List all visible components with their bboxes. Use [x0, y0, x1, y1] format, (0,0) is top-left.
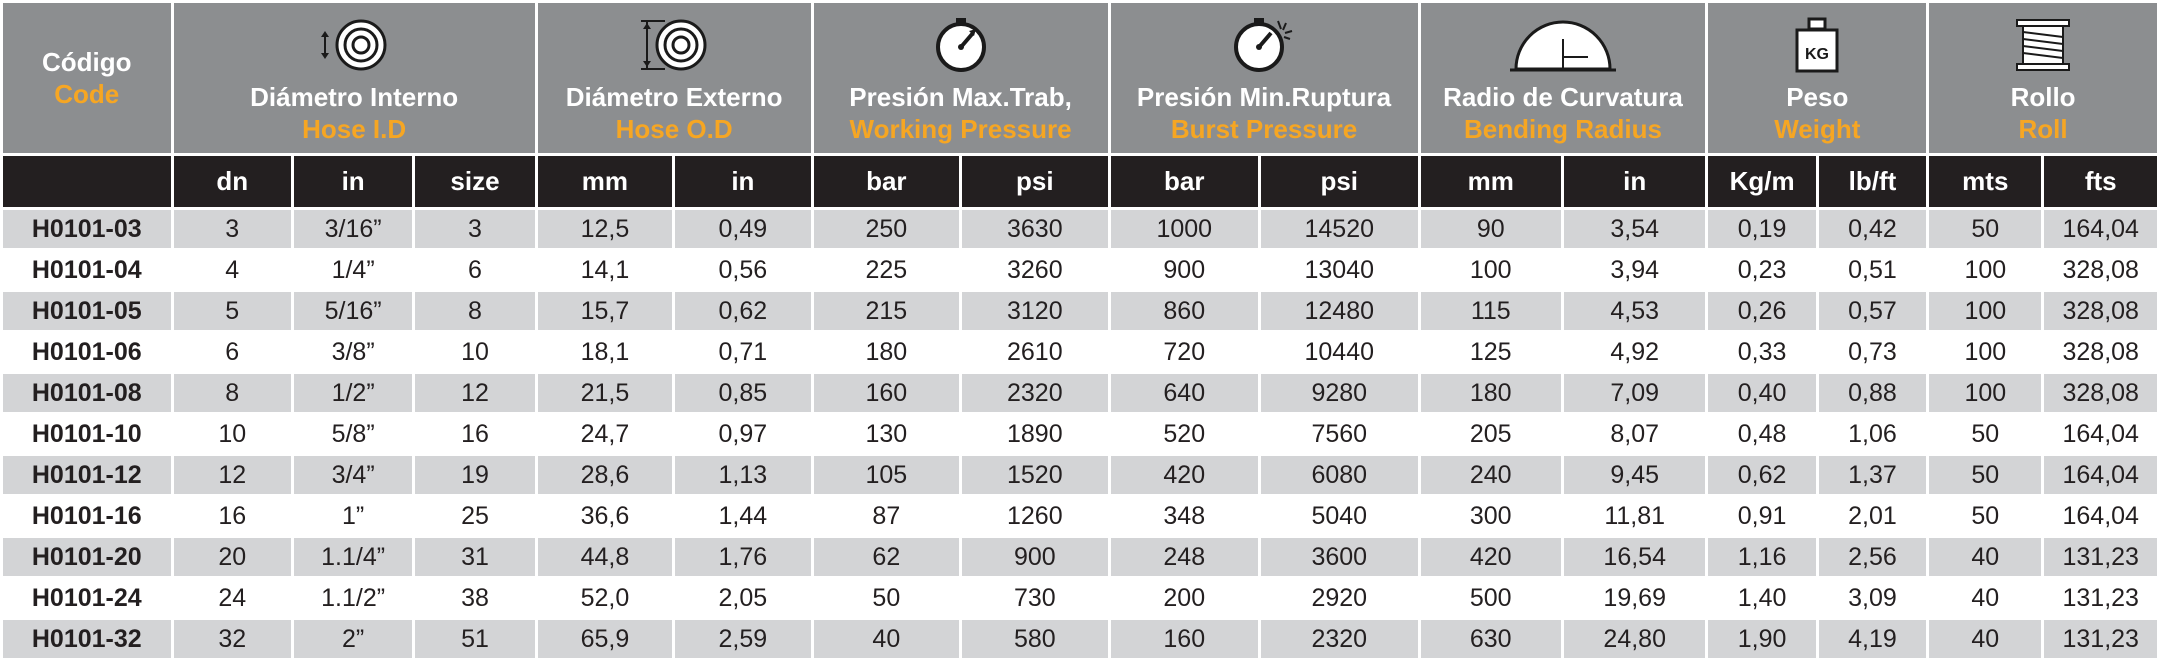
- table-cell: 3,54: [1562, 209, 1706, 250]
- roll-header-en: Roll: [2018, 114, 2068, 144]
- table-row: [2, 455, 2159, 496]
- table-cell: 19,69: [1562, 578, 1706, 619]
- table-cell: 164,04: [2043, 414, 2159, 455]
- table-cell: 52,0: [536, 578, 673, 619]
- weight-header-es: Peso: [1786, 82, 1849, 112]
- product-code-cell: H0101-16: [2, 496, 173, 537]
- table-cell: 16: [172, 496, 292, 537]
- table-row: [2, 496, 2159, 537]
- pressure-gauge-icon: [931, 17, 991, 73]
- table-cell: 5040: [1260, 496, 1420, 537]
- table-cell: 248: [1109, 537, 1259, 578]
- table-cell: 300: [1419, 496, 1562, 537]
- table-cell: 5/16”: [292, 291, 413, 332]
- table-cell: 1.1/2”: [292, 578, 413, 619]
- product-code-cell: H0101-24: [2, 578, 173, 619]
- table-cell: 9280: [1260, 373, 1420, 414]
- inner-diameter-header-es: Diámetro Interno: [250, 82, 459, 112]
- table-cell: 3120: [961, 291, 1109, 332]
- bending-radius-header-es: Radio de Curvatura: [1443, 82, 1683, 112]
- table-cell: 1.1/4”: [292, 537, 413, 578]
- table-cell: 6: [414, 250, 536, 291]
- product-code-cell: H0101-32: [2, 619, 173, 660]
- table-cell: 20: [172, 537, 292, 578]
- table-cell: 630: [1419, 619, 1562, 660]
- table-cell: 8: [414, 291, 536, 332]
- table-cell: 640: [1109, 373, 1259, 414]
- table-cell: 420: [1109, 455, 1259, 496]
- table-cell: 0,88: [1817, 373, 1927, 414]
- table-cell: 3630: [961, 209, 1109, 250]
- table-cell: 860: [1109, 291, 1259, 332]
- unit-header: fts: [2043, 155, 2159, 209]
- table-row: [2, 209, 2159, 250]
- table-cell: 11,81: [1562, 496, 1706, 537]
- table-row: [2, 250, 2159, 291]
- table-cell: 90: [1419, 209, 1562, 250]
- weight-header-en: Weight: [1774, 114, 1861, 144]
- table-cell: 3: [414, 209, 536, 250]
- table-cell: 40: [1928, 619, 2043, 660]
- table-cell: 100: [1928, 373, 2043, 414]
- table-cell: 40: [1928, 578, 2043, 619]
- table-cell: 2610: [961, 332, 1109, 373]
- table-cell: 3: [172, 209, 292, 250]
- table-cell: 19: [414, 455, 536, 496]
- table-cell: 1,44: [674, 496, 812, 537]
- product-code-cell: H0101-08: [2, 373, 173, 414]
- table-cell: 16: [414, 414, 536, 455]
- table-cell: 3/4”: [292, 455, 413, 496]
- table-cell: 28,6: [536, 455, 673, 496]
- table-cell: 3/16”: [292, 209, 413, 250]
- product-code-cell: H0101-03: [2, 209, 173, 250]
- inner-diameter-header: [172, 2, 536, 155]
- table-cell: 12: [414, 373, 536, 414]
- outer-diameter-header: [536, 2, 812, 155]
- table-cell: 0,71: [674, 332, 812, 373]
- table-cell: 0,62: [1707, 455, 1817, 496]
- table-cell: 21,5: [536, 373, 673, 414]
- table-cell: 24,80: [1562, 619, 1706, 660]
- unit-header: dn: [172, 155, 292, 209]
- table-cell: 164,04: [2043, 455, 2159, 496]
- table-cell: 65,9: [536, 619, 673, 660]
- table-cell: 12: [172, 455, 292, 496]
- table-cell: 328,08: [2043, 250, 2159, 291]
- table-cell: 14520: [1260, 209, 1420, 250]
- table-cell: 0,51: [1817, 250, 1927, 291]
- product-code-cell: H0101-12: [2, 455, 173, 496]
- table-cell: 50: [1928, 455, 2043, 496]
- table-cell: 130: [812, 414, 960, 455]
- table-cell: 2,59: [674, 619, 812, 660]
- table-cell: 1,13: [674, 455, 812, 496]
- table-cell: 1520: [961, 455, 1109, 496]
- table-cell: 50: [1928, 414, 2043, 455]
- table-cell: 0,73: [1817, 332, 1927, 373]
- table-cell: 0,49: [674, 209, 812, 250]
- unit-header: Kg/m: [1707, 155, 1817, 209]
- table-cell: 164,04: [2043, 496, 2159, 537]
- table-cell: 1/4”: [292, 250, 413, 291]
- table-cell: 250: [812, 209, 960, 250]
- table-cell: 87: [812, 496, 960, 537]
- table-cell: 2”: [292, 619, 413, 660]
- table-cell: 2,05: [674, 578, 812, 619]
- table-cell: 1000: [1109, 209, 1259, 250]
- table-cell: 2320: [1260, 619, 1420, 660]
- table-cell: 31: [414, 537, 536, 578]
- table-cell: 1,76: [674, 537, 812, 578]
- svg-text:KG: KG: [1805, 46, 1830, 63]
- burst-gauge-icon: [1232, 17, 1296, 73]
- working-pressure-header: [812, 2, 1109, 155]
- table-cell: 160: [1109, 619, 1259, 660]
- table-cell: 105: [812, 455, 960, 496]
- table-cell: 0,40: [1707, 373, 1817, 414]
- table-cell: 115: [1419, 291, 1562, 332]
- table-cell: 520: [1109, 414, 1259, 455]
- working-pressure-header-en: Working Pressure: [849, 114, 1072, 144]
- table-cell: 51: [414, 619, 536, 660]
- table-row: [2, 414, 2159, 455]
- unit-header: mm: [536, 155, 673, 209]
- table-cell: 40: [1928, 537, 2043, 578]
- table-cell: 4,53: [1562, 291, 1706, 332]
- table-cell: 0,91: [1707, 496, 1817, 537]
- product-code-cell: H0101-20: [2, 537, 173, 578]
- table-cell: 131,23: [2043, 578, 2159, 619]
- table-cell: 0,62: [674, 291, 812, 332]
- table-cell: 0,57: [1817, 291, 1927, 332]
- table-cell: 62: [812, 537, 960, 578]
- table-cell: 0,33: [1707, 332, 1817, 373]
- table-cell: 900: [961, 537, 1109, 578]
- unit-header: in: [1562, 155, 1706, 209]
- table-cell: 730: [961, 578, 1109, 619]
- table-cell: 420: [1419, 537, 1562, 578]
- table-cell: 1,16: [1707, 537, 1817, 578]
- header-row: [2, 2, 2159, 155]
- bend-radius-icon: [1508, 17, 1618, 73]
- table-cell: 3260: [961, 250, 1109, 291]
- table-row: [2, 619, 2159, 660]
- table-cell: 24,7: [536, 414, 673, 455]
- unit-header: mts: [1928, 155, 2043, 209]
- table-body: [2, 209, 2159, 660]
- table-cell: 200: [1109, 578, 1259, 619]
- table-cell: 50: [812, 578, 960, 619]
- outer-diameter-header-es: Diámetro Externo: [565, 82, 783, 112]
- table-cell: 16,54: [1562, 537, 1706, 578]
- weight-header: [1707, 2, 1928, 155]
- table-cell: 131,23: [2043, 537, 2159, 578]
- table-cell: 0,56: [674, 250, 812, 291]
- product-code-cell: H0101-10: [2, 414, 173, 455]
- table-cell: 14,1: [536, 250, 673, 291]
- bending-radius-header: [1419, 2, 1707, 155]
- table-cell: 38: [414, 578, 536, 619]
- code-header-es: Código: [42, 47, 132, 77]
- table-cell: 225: [812, 250, 960, 291]
- table-cell: 4: [172, 250, 292, 291]
- table-cell: 1890: [961, 414, 1109, 455]
- table-cell: 100: [1928, 250, 2043, 291]
- table-cell: 10440: [1260, 332, 1420, 373]
- table-cell: 8: [172, 373, 292, 414]
- unit-header: in: [674, 155, 812, 209]
- table-cell: 348: [1109, 496, 1259, 537]
- burst-pressure-header-es: Presión Min.Ruptura: [1136, 82, 1392, 112]
- table-cell: 6: [172, 332, 292, 373]
- unit-header: psi: [961, 155, 1109, 209]
- table-cell: 0,26: [1707, 291, 1817, 332]
- table-cell: 131,23: [2043, 619, 2159, 660]
- table-cell: 5: [172, 291, 292, 332]
- table-cell: 2320: [961, 373, 1109, 414]
- unit-header: psi: [1260, 155, 1420, 209]
- unit-header: bar: [812, 155, 960, 209]
- table-cell: 24: [172, 578, 292, 619]
- table-cell: 10: [172, 414, 292, 455]
- table-cell: 1,90: [1707, 619, 1817, 660]
- table-cell: 7,09: [1562, 373, 1706, 414]
- weight-icon: [1792, 17, 1842, 73]
- roll-header: [1928, 2, 2159, 155]
- working-pressure-header-es: Presión Max.Trab,: [849, 82, 1072, 112]
- table-cell: 160: [812, 373, 960, 414]
- table-cell: 205: [1419, 414, 1562, 455]
- table-cell: 32: [172, 619, 292, 660]
- table-cell: 2,56: [1817, 537, 1927, 578]
- outer-diameter-icon: [639, 17, 709, 73]
- table-cell: 180: [812, 332, 960, 373]
- burst-pressure-header-en: Burst Pressure: [1170, 114, 1358, 144]
- table-cell: 9,45: [1562, 455, 1706, 496]
- table-cell: 13040: [1260, 250, 1420, 291]
- inner-diameter-icon: [319, 17, 389, 73]
- table-cell: 3/8”: [292, 332, 413, 373]
- table-cell: 4,19: [1817, 619, 1927, 660]
- table-cell: 12,5: [536, 209, 673, 250]
- table-cell: 3,09: [1817, 578, 1927, 619]
- table-cell: 164,04: [2043, 209, 2159, 250]
- table-cell: 125: [1419, 332, 1562, 373]
- product-code-cell: H0101-06: [2, 332, 173, 373]
- table-cell: 180: [1419, 373, 1562, 414]
- table-cell: 50: [1928, 496, 2043, 537]
- table-cell: 18,1: [536, 332, 673, 373]
- table-cell: 500: [1419, 578, 1562, 619]
- burst-pressure-header: [1109, 2, 1419, 155]
- table-cell: 1,37: [1817, 455, 1927, 496]
- code-header-en: Code: [54, 79, 120, 109]
- code-unit-cell: [2, 155, 173, 209]
- table-row: [2, 373, 2159, 414]
- table-cell: 36,6: [536, 496, 673, 537]
- table-row: [2, 578, 2159, 619]
- unit-header: in: [292, 155, 413, 209]
- table-row: [2, 291, 2159, 332]
- table-cell: 44,8: [536, 537, 673, 578]
- bending-radius-header-en: Bending Radius: [1464, 114, 1662, 144]
- table-cell: 40: [812, 619, 960, 660]
- table-cell: 328,08: [2043, 373, 2159, 414]
- hose-roll-icon: [2013, 17, 2073, 73]
- outer-diameter-header-en: Hose O.D: [615, 114, 733, 144]
- table-row: [2, 332, 2159, 373]
- table-cell: 50: [1928, 209, 2043, 250]
- table-cell: 580: [961, 619, 1109, 660]
- table-cell: 100: [1928, 332, 2043, 373]
- table-cell: 240: [1419, 455, 1562, 496]
- table-cell: 15,7: [536, 291, 673, 332]
- table-cell: 0,19: [1707, 209, 1817, 250]
- table-cell: 100: [1419, 250, 1562, 291]
- units-subheader-row: [2, 155, 2159, 209]
- table-cell: 328,08: [2043, 291, 2159, 332]
- table-cell: 0,42: [1817, 209, 1927, 250]
- table-cell: 0,97: [674, 414, 812, 455]
- table-cell: 328,08: [2043, 332, 2159, 373]
- table-cell: 2920: [1260, 578, 1420, 619]
- table-cell: 4,92: [1562, 332, 1706, 373]
- unit-header: mm: [1419, 155, 1562, 209]
- table-cell: 1,06: [1817, 414, 1927, 455]
- table-cell: 0,48: [1707, 414, 1817, 455]
- roll-header-es: Rollo: [2010, 82, 2076, 112]
- table-cell: 0,23: [1707, 250, 1817, 291]
- table-cell: 720: [1109, 332, 1259, 373]
- unit-header: lb/ft: [1817, 155, 1927, 209]
- table-cell: 100: [1928, 291, 2043, 332]
- table-cell: 8,07: [1562, 414, 1706, 455]
- table-row: [2, 537, 2159, 578]
- table-cell: 3600: [1260, 537, 1420, 578]
- table-cell: 1”: [292, 496, 413, 537]
- table-cell: 1/2”: [292, 373, 413, 414]
- table-cell: 5/8”: [292, 414, 413, 455]
- unit-header: bar: [1109, 155, 1259, 209]
- table-cell: 900: [1109, 250, 1259, 291]
- table-cell: 3,94: [1562, 250, 1706, 291]
- table-cell: 7560: [1260, 414, 1420, 455]
- inner-diameter-header-en: Hose I.D: [302, 114, 407, 144]
- product-code-cell: H0101-04: [2, 250, 173, 291]
- unit-header: size: [414, 155, 536, 209]
- code-header: [2, 2, 173, 155]
- table-cell: 6080: [1260, 455, 1420, 496]
- table-cell: 0,85: [674, 373, 812, 414]
- table-cell: 2,01: [1817, 496, 1927, 537]
- table-cell: 12480: [1260, 291, 1420, 332]
- table-cell: 1260: [961, 496, 1109, 537]
- table-cell: 215: [812, 291, 960, 332]
- table-cell: 10: [414, 332, 536, 373]
- product-code-cell: H0101-05: [2, 291, 173, 332]
- table-cell: 1,40: [1707, 578, 1817, 619]
- table-cell: 25: [414, 496, 536, 537]
